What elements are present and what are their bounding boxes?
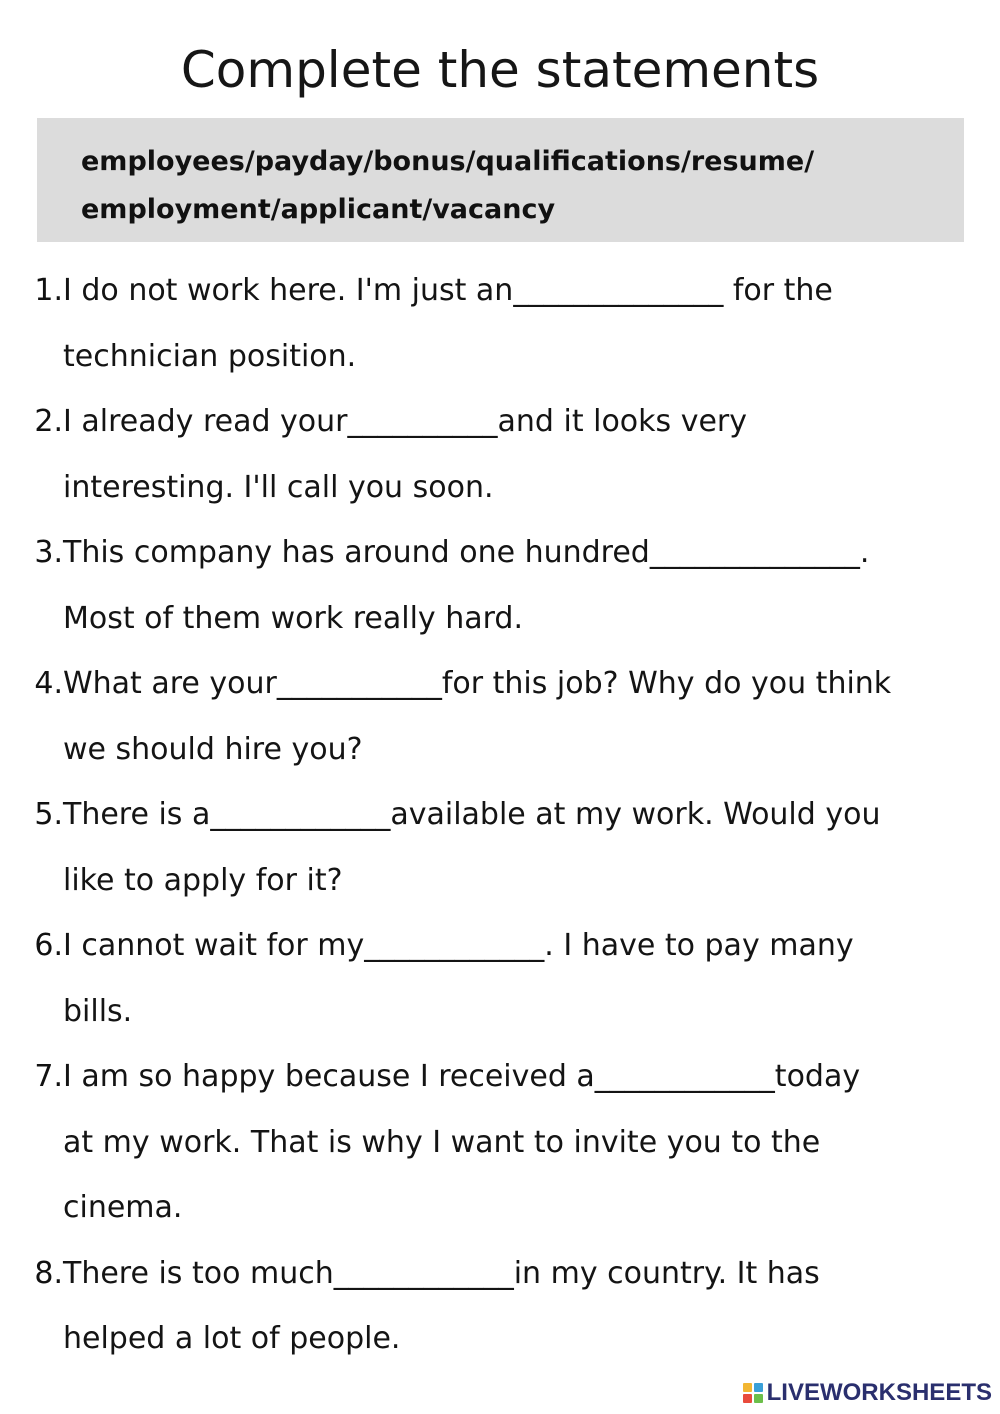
brand-name: LIVEWORKSHEETS <box>766 1379 992 1406</box>
logo-block <box>743 1394 752 1403</box>
item-number: 5. <box>34 797 63 832</box>
logo-block <box>754 1394 763 1403</box>
statement-item-1 <box>0 258 1000 389</box>
logo-block <box>743 1383 752 1392</box>
liveworksheets-logo[interactable] <box>743 1376 992 1410</box>
item-number: 6. <box>34 928 63 963</box>
logo-blocks-icon <box>743 1383 763 1403</box>
statement-line: Most of them work really hard. <box>63 600 524 636</box>
statement-line: There is a____________available at my work. Would you <box>63 797 881 832</box>
word-bank-line-1: employees/payday/bonus/qualifications/resume/ <box>81 146 815 177</box>
statement-line: helped a lot of people. <box>63 1321 401 1356</box>
statement-line: we should hire you? <box>63 731 363 767</box>
word-bank <box>37 118 964 242</box>
item-number: 1. <box>34 273 63 308</box>
item-number: 2. <box>34 404 63 439</box>
statement-item-7 <box>0 1044 1000 1241</box>
statement-line: I cannot wait for my____________. I have to pay many <box>63 928 854 963</box>
statement-line: interesting. I'll call you soon. <box>63 469 494 505</box>
logo-block <box>754 1383 763 1392</box>
item-number: 8. <box>34 1255 63 1291</box>
word-bank-line-2: employment/applicant/vacancy <box>81 194 556 225</box>
statement-line: There is too much____________in my country. It has <box>63 1255 820 1291</box>
item-number: 7. <box>34 1059 63 1094</box>
statement-item-3 <box>0 520 1000 651</box>
item-number: 4. <box>34 666 63 701</box>
statement-line: technician position. <box>63 338 357 374</box>
statement-item-2 <box>0 389 1000 520</box>
statement-line: at my work. That is why I want to invite you to the <box>63 1124 821 1160</box>
statement-line: This company has around one hundred______________. <box>63 535 870 570</box>
statement-line: like to apply for it? <box>63 862 343 898</box>
statement-list <box>0 258 1000 1372</box>
statement-item-5 <box>0 782 1000 913</box>
statement-item-6 <box>0 913 1000 1044</box>
statement-line: I already read your__________and it looks very <box>63 404 747 439</box>
statement-item-4 <box>0 651 1000 782</box>
item-number: 3. <box>34 535 63 570</box>
statement-line: I do not work here. I'm just an______________ for the <box>63 273 833 308</box>
statement-line: bills. <box>63 993 133 1029</box>
page-title: Complete the statements <box>180 41 820 99</box>
statement-item-8 <box>0 1241 1000 1372</box>
statement-line: cinema. <box>63 1190 183 1225</box>
statement-line: I am so happy because I received a____________today <box>63 1059 861 1094</box>
statement-line: What are your___________for this job? Why do you think <box>63 666 892 701</box>
